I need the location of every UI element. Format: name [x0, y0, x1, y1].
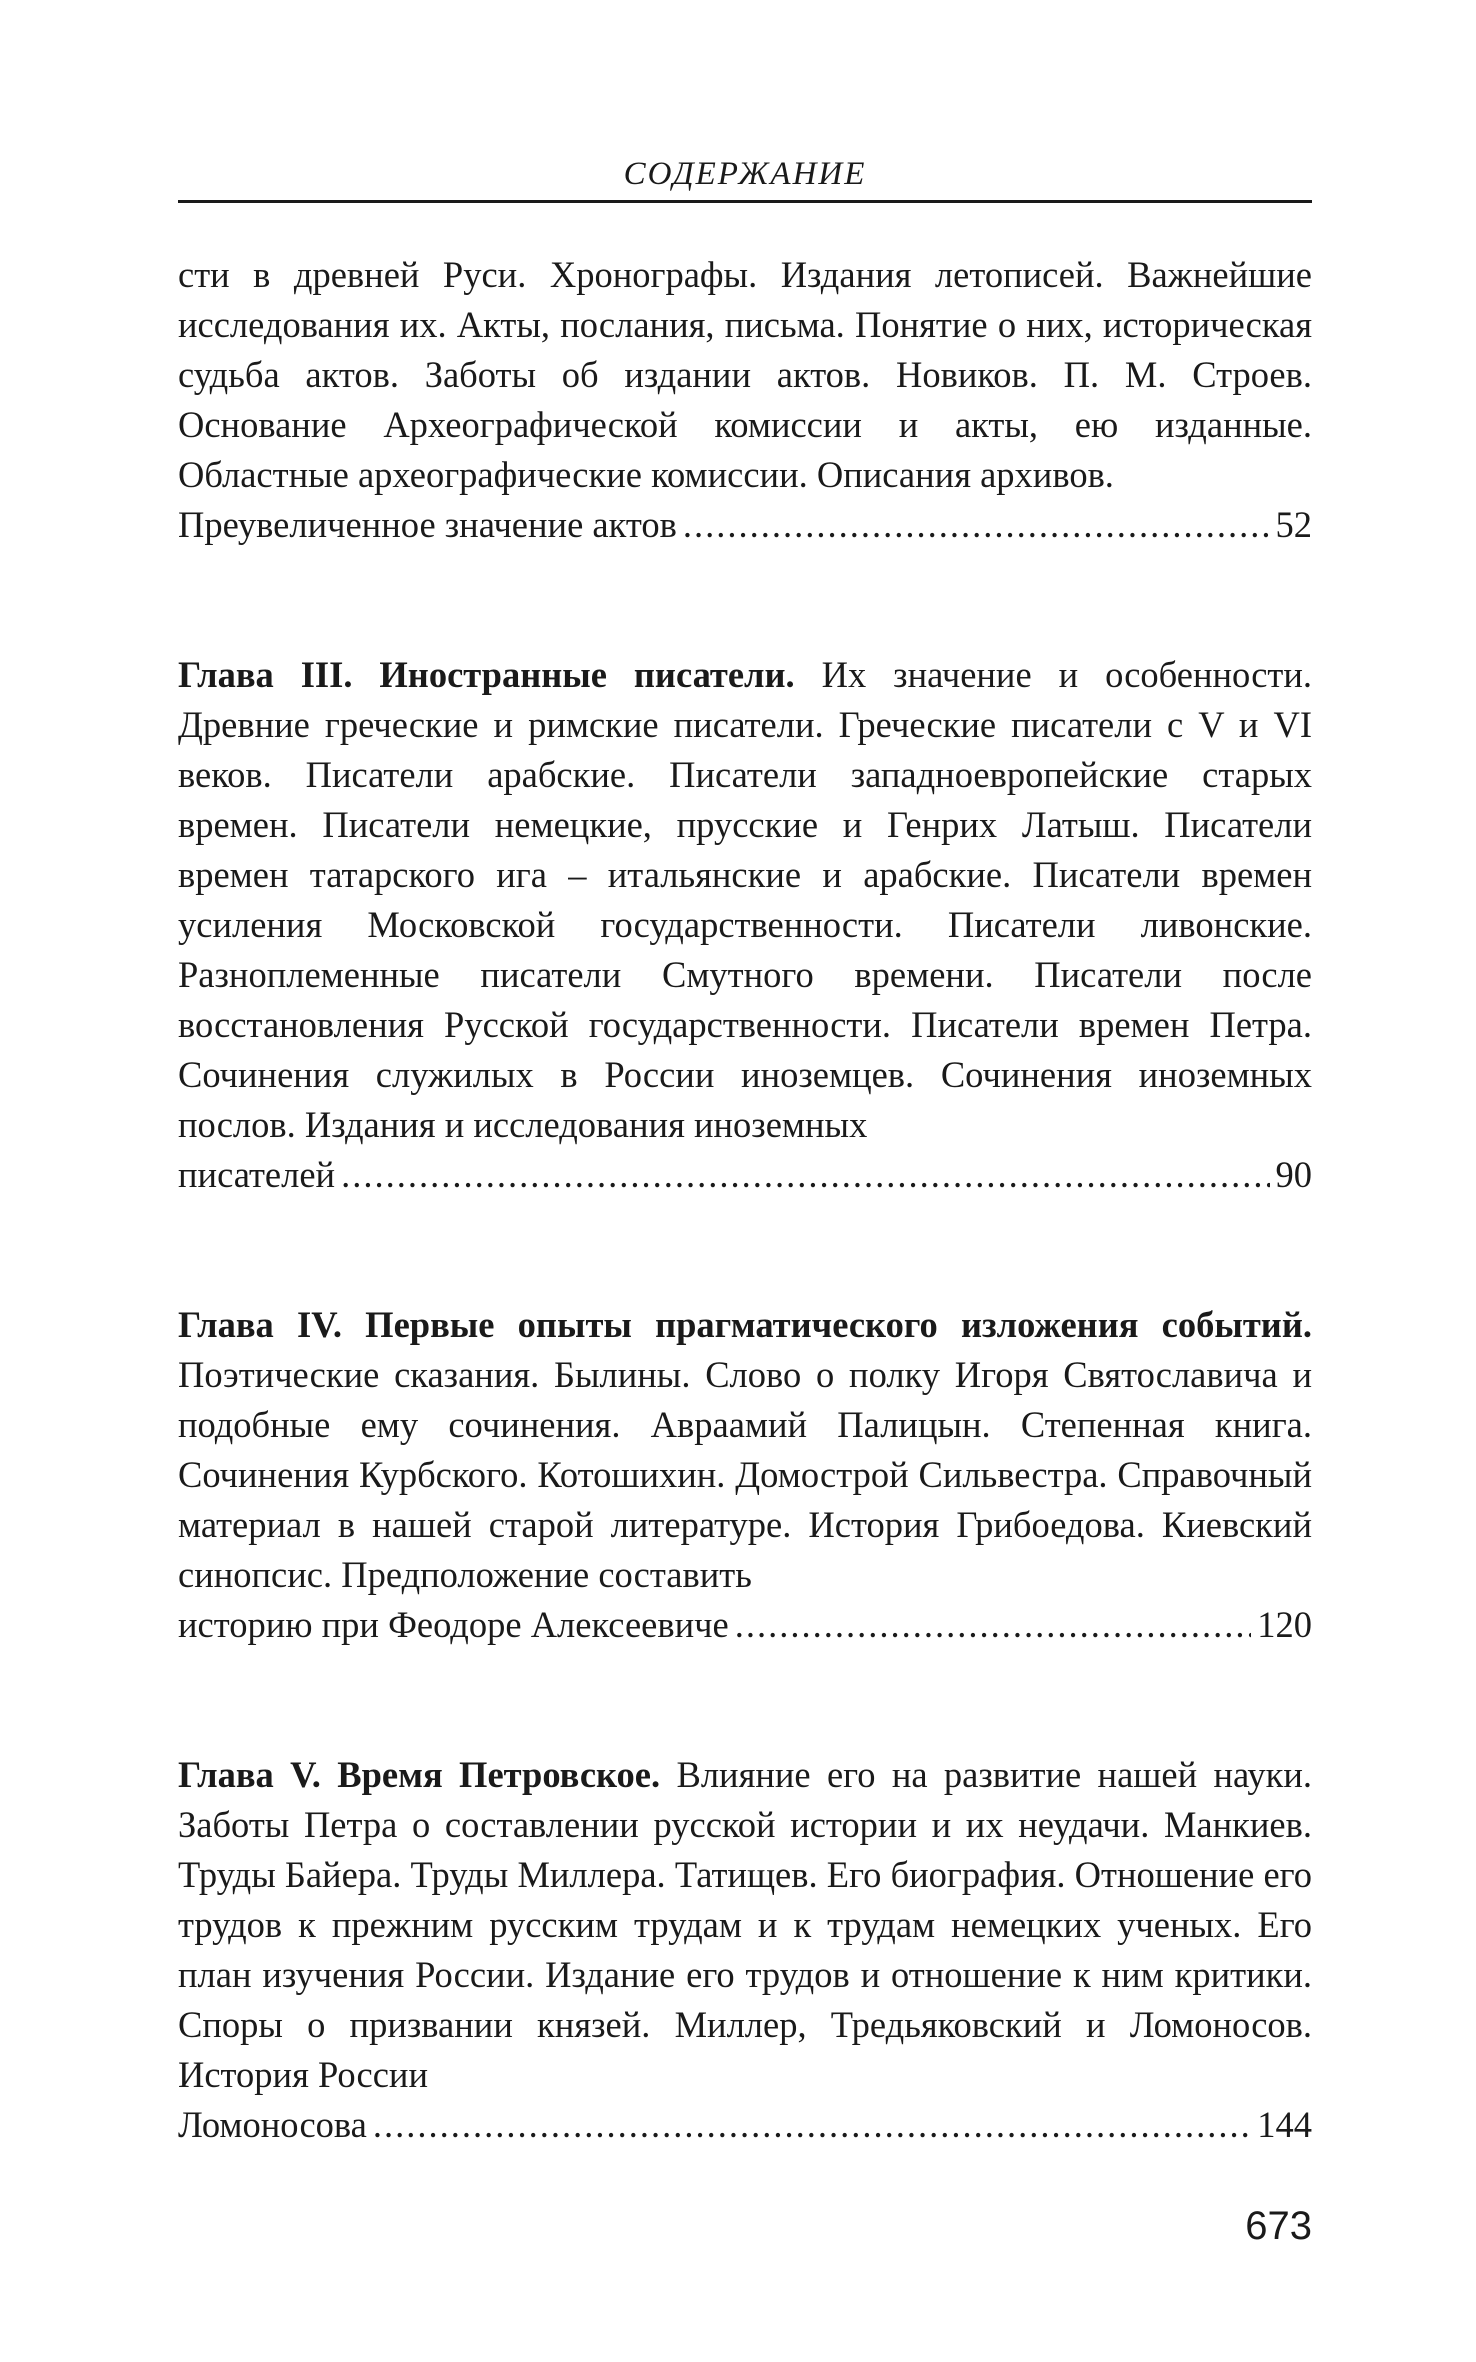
toc-entry [178, 250, 1312, 550]
running-header-title: СОДЕРЖАНИЕ [623, 156, 867, 192]
toc-entry [178, 1300, 1312, 1650]
toc-entry-last-line [178, 1600, 1312, 1650]
toc-page-ref: 144 [1257, 2104, 1312, 2145]
chapter-title: Глава III. Иностранные писатели. [178, 654, 795, 695]
toc-entry-last-text: Преувеличенное значение актов [178, 504, 677, 545]
toc-entry-body: сти в древней Руси. Хронографы. Издания летописей. Важнейшие исследования их. Акты, послания, письма. Понятие о них, историческая судьба актов. Заботы об издании актов. Новиков. П. М. Строев. Основание Археографической комиссии и акты, ею изданные. Областные археографические комиссии. Описания архивов. [178, 254, 1312, 495]
dot-leader [683, 500, 1270, 550]
toc-entry-body: Влияние его на развитие нашей науки. Заботы Петра о составлении русской истории и их неудачи. Манкиев. Труды Байера. Труды Миллера. Татищев. Его биография. Отношение его трудов к прежним русским трудам и к трудам немецких ученых. Его план изучения России. Издание его трудов и отношение к ним критики. Споры о призвании князей. Миллер, Тредьяковский и Ломоносов. История России [178, 1754, 1312, 2095]
chapter-title: Глава IV. Первые опыты прагматического изложения событий. [178, 1304, 1312, 1345]
running-header [178, 152, 1312, 203]
toc-entry [178, 1750, 1312, 2150]
toc-entry-last-text: историю при Феодоре Алексеевиче [178, 1604, 729, 1645]
toc-entry-last-text: писателей [178, 1154, 336, 1195]
chapter-title: Глава V. Время Петровское. [178, 1754, 661, 1795]
toc-page-ref: 90 [1275, 1154, 1312, 1195]
toc-entry-last-line [178, 1150, 1312, 1200]
toc-entry-last-line [178, 2100, 1312, 2150]
dot-leader [735, 1600, 1252, 1650]
toc-page-ref: 52 [1275, 504, 1312, 545]
toc-entry-body: Их значение и особенности. Древние греческие и римские писатели. Греческие писатели с V и VI веков. Писатели арабские. Писатели западноевропейские старых времен. Писатели немецкие, прусские и Генрих Латыш. Писатели времен татарского ига – итальянские и арабские. Писатели времен усиления Московской государственности. Писатели ливонские. Разноплеменные писатели Смутного времени. Писатели после восстановления Русской государственности. Писатели времен Петра. Сочинения служилых в России иноземцев. Сочинения иноземных послов. Издания и исследования иноземных [178, 654, 1312, 1145]
toc-entry [178, 650, 1312, 1200]
dot-leader [341, 1150, 1269, 1200]
toc-entry-last-line [178, 500, 1312, 550]
table-of-contents [178, 250, 1312, 2150]
page-number: 673 [1245, 2204, 1312, 2248]
toc-page-ref: 120 [1257, 1604, 1312, 1645]
dot-leader [373, 2100, 1251, 2150]
toc-entry-last-text: Ломоносова [178, 2104, 367, 2145]
toc-entry-body: Поэтические сказания. Былины. Слово о полку Игоря Святославича и подобные ему сочинения. Авраамий Палицын. Степенная книга. Сочинения Курбского. Котошихин. Домострой Сильвестра. Справочный материал в нашей старой литературе. История Грибоедова. Киевский синопсис. Предположение составить [178, 1354, 1312, 1595]
